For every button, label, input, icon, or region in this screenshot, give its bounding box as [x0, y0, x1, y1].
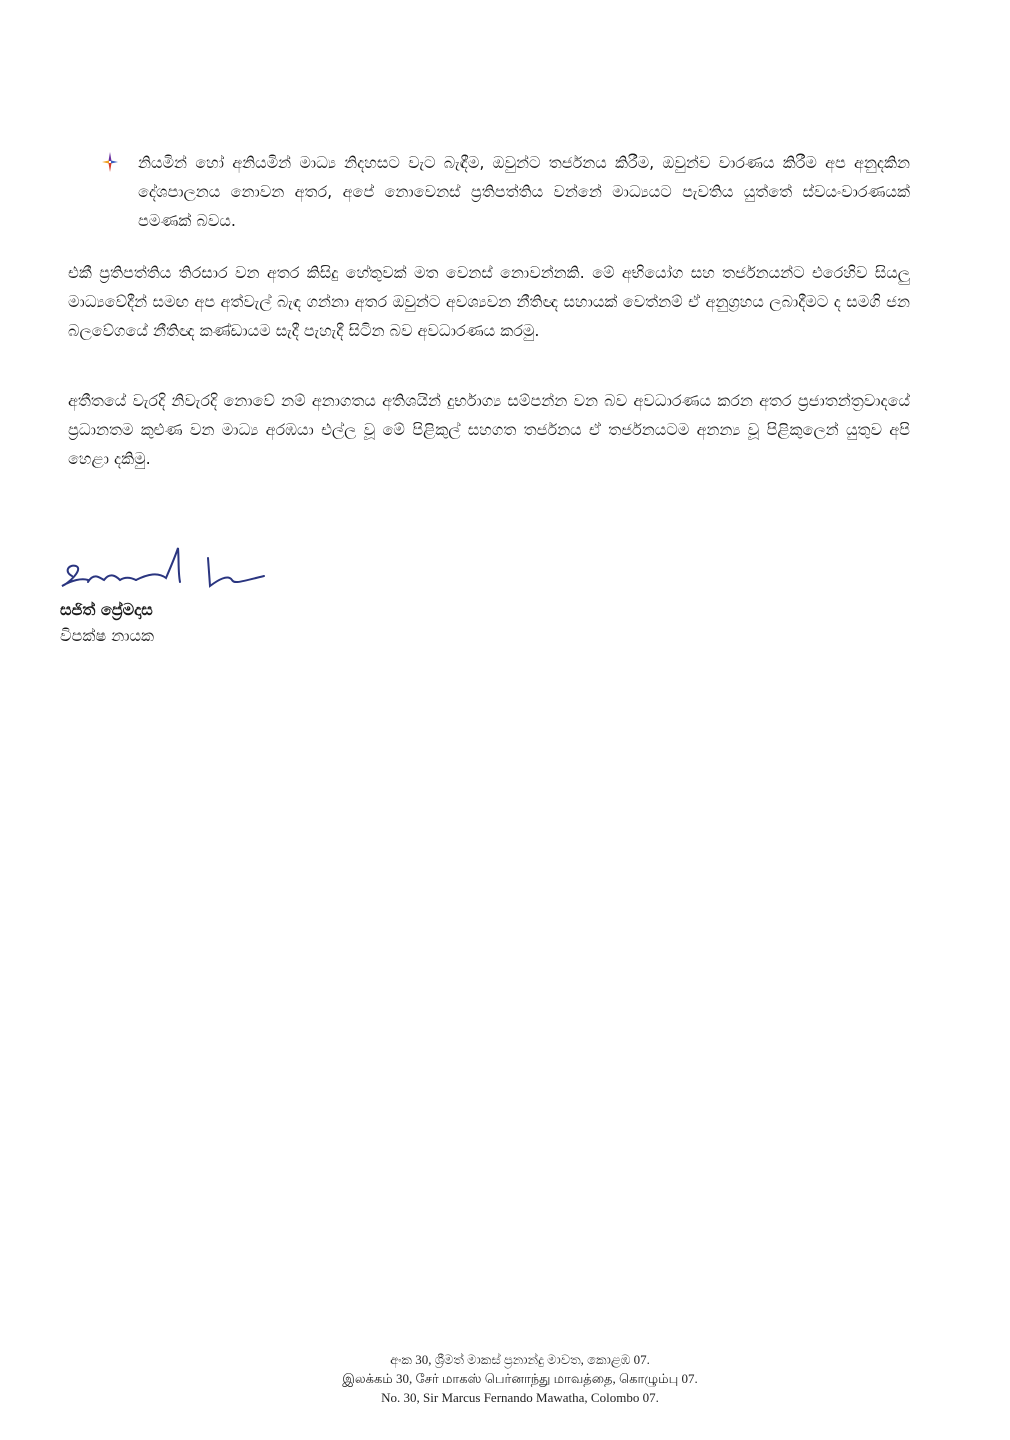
body-paragraph: අතීතයේ වැරදි නිවැරදි නොවේ නම් අනාගතය අතිශයින් දුර්භාග්‍ය සම්පන්න වන බව අවධාරණය කරන අතර ප්‍රජාතන්ත්‍රවාදයේ ප්‍රධානතම කුළුණ වන මාධ්‍ය අරඹයා එල්ල වූ මේ පිළිකුල් සහගත තර්ජනය ඒ තර්ජනයටම අනන්‍ය වූ පිළිකුලෙන් යුතුව අපි හෙළා දකිමු.: [68, 391, 910, 468]
signer-name: සජිත් ප්‍රේමදාස: [60, 600, 153, 619]
footer-address-english: No. 30, Sir Marcus Fernando Mawatha, Colombo 07.: [381, 1390, 659, 1405]
handwritten-signature: [58, 542, 274, 602]
footer-address-sinhala: අංක 30, ශ්‍රීමත් මාකස් ප්‍රනාන්දු මාවත, කොළඹ 07.: [390, 1352, 650, 1367]
pinwheel-bullet-icon: [102, 152, 118, 172]
signer-title: විපක්ෂ නායක: [60, 626, 154, 645]
bullet-point: [102, 148, 910, 235]
footer-address-tamil: இலக்கம் 30, சேர் மாகஸ் பெர்னாந்து மாவத்தை, கொழும்பு 07.: [342, 1371, 698, 1386]
body-paragraph: එකී ප්‍රතිපත්තිය තිරසාර වන අතර කිසිදු හේතුවක් මත වෙනස් නොවන්නකි. මේ අභියෝග සහ තර්ජනයන්ට එරෙහිව සියලු මාධ්‍යවේදීන් සමඟ අප අත්වැල් බැඳ ගන්නා අතර ඔවුන්ට අවශ්‍යවන නීතිඥ සහායක් වෙත්නම් ඒ අනුග්‍රහය ලබාදීමට ද සමගි ජන බලවේගයේ නීතිඥ කණ්ඩායම සැදී පැහැදී සිටින බව අවධාරණය කරමු.: [68, 263, 910, 340]
bullet-text: නියමින් හෝ අනියමින් මාධ්‍ය නිදහසට වැට බැඳීම, ඔවුන්ට තර්ජනය කිරීම, ඔවුන්ව වාරණය කිරීම අප අනුදකින දේශපාලනය නොවන අතර, අපේ නොවෙනස් ප්‍රතිපත්තිය වන්නේ මාධ්‍යයට පැවතිය යුත්තේ ස්වයංවාරණයක් පමණක් බවය.: [138, 153, 910, 230]
footer-address: [300, 1350, 740, 1407]
